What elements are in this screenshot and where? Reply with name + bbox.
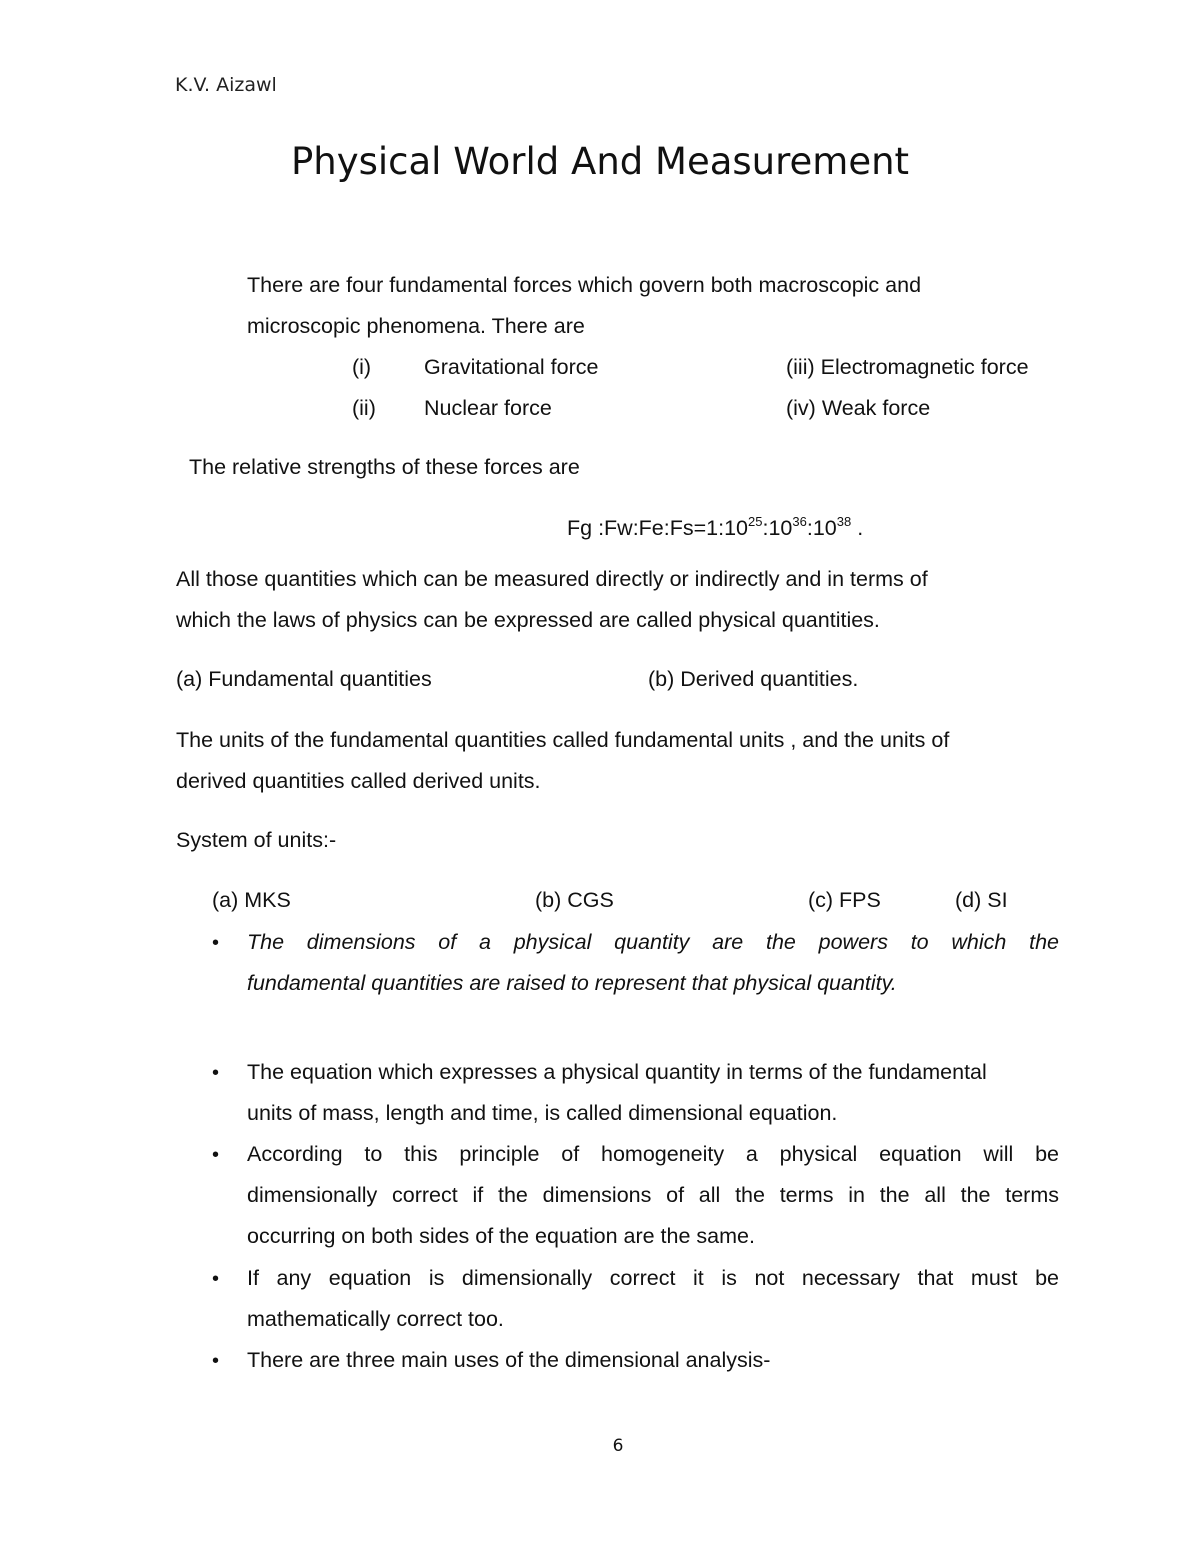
ratio-exponent-1: 25 [748, 514, 763, 529]
force-i-marker: (i) [352, 355, 372, 379]
bullet-5-line-1: There are three main uses of the dimensional analysis- [247, 1348, 771, 1372]
ratio-separator-2: :10 [806, 516, 837, 540]
bullet-icon: • [212, 932, 220, 954]
quantity-type-a: (a) Fundamental quantities [176, 667, 432, 691]
bullet-1-line-2: fundamental quantities are raised to represent that physical quantity. [247, 971, 897, 995]
bullet-2-line-2: units of mass, length and time, is called dimensional equation. [247, 1101, 838, 1125]
bullet-3-line-1: According to this principle of homogeneity a physical equation will be [247, 1142, 1059, 1166]
bullet-icon: • [212, 1062, 220, 1084]
quantities-line-2: which the laws of physics can be expressed are called physical quantities. [176, 608, 880, 632]
ratio-end: . [851, 516, 864, 540]
force-iii: (iii) Electromagnetic force [786, 355, 1029, 379]
quantities-line-1: All those quantities which can be measured directly or indirectly and in terms of [176, 567, 928, 591]
page-title: Physical World And Measurement [290, 140, 910, 183]
page-header: K.V. Aizawl [175, 74, 277, 96]
force-ii-marker: (ii) [352, 396, 376, 420]
bullet-2-line-1: The equation which expresses a physical quantity in terms of the fundamental [247, 1060, 987, 1084]
system-fps: (c) FPS [808, 888, 881, 912]
ratio-base: Fg :Fw:Fe:Fs=1:10 [567, 516, 749, 540]
ratio-separator-1: :10 [762, 516, 793, 540]
intro-line-2: microscopic phenomena. There are [247, 314, 585, 338]
force-i-label: Gravitational force [424, 355, 599, 379]
system-si: (d) SI [955, 888, 1008, 912]
systems-heading: System of units:- [176, 828, 337, 852]
quantity-type-b: (b) Derived quantities. [648, 667, 859, 691]
bullet-icon: • [212, 1268, 220, 1290]
system-cgs: (b) CGS [535, 888, 614, 912]
bullet-1-line-1: The dimensions of a physical quantity are the powers to which the [247, 930, 1059, 954]
bullet-4-line-2: mathematically correct too. [247, 1307, 504, 1331]
ratio-exponent-3: 38 [836, 514, 852, 529]
units-line-2: derived quantities called derived units. [176, 769, 541, 793]
bullet-4-line-1: If any equation is dimensionally correct it is not necessary that must be [247, 1266, 1059, 1290]
units-line-1: The units of the fundamental quantities called fundamental units , and the units of [176, 728, 950, 752]
system-mks: (a) MKS [212, 888, 291, 912]
bullet-icon: • [212, 1350, 220, 1372]
force-iv: (iv) Weak force [786, 396, 931, 420]
strengths-intro: The relative strengths of these forces are [189, 455, 580, 479]
strengths-ratio [567, 516, 863, 540]
bullet-3-line-2: dimensionally correct if the dimensions of all the terms in the all the terms [247, 1183, 1059, 1207]
page-number: 6 [612, 1436, 624, 1456]
intro-line-1: There are four fundamental forces which govern both macroscopic and [247, 273, 922, 297]
bullet-icon: • [212, 1144, 220, 1166]
force-ii-label: Nuclear force [424, 396, 552, 420]
bullet-3-line-3: occurring on both sides of the equation are the same. [247, 1224, 755, 1248]
ratio-exponent-2: 36 [792, 514, 807, 529]
